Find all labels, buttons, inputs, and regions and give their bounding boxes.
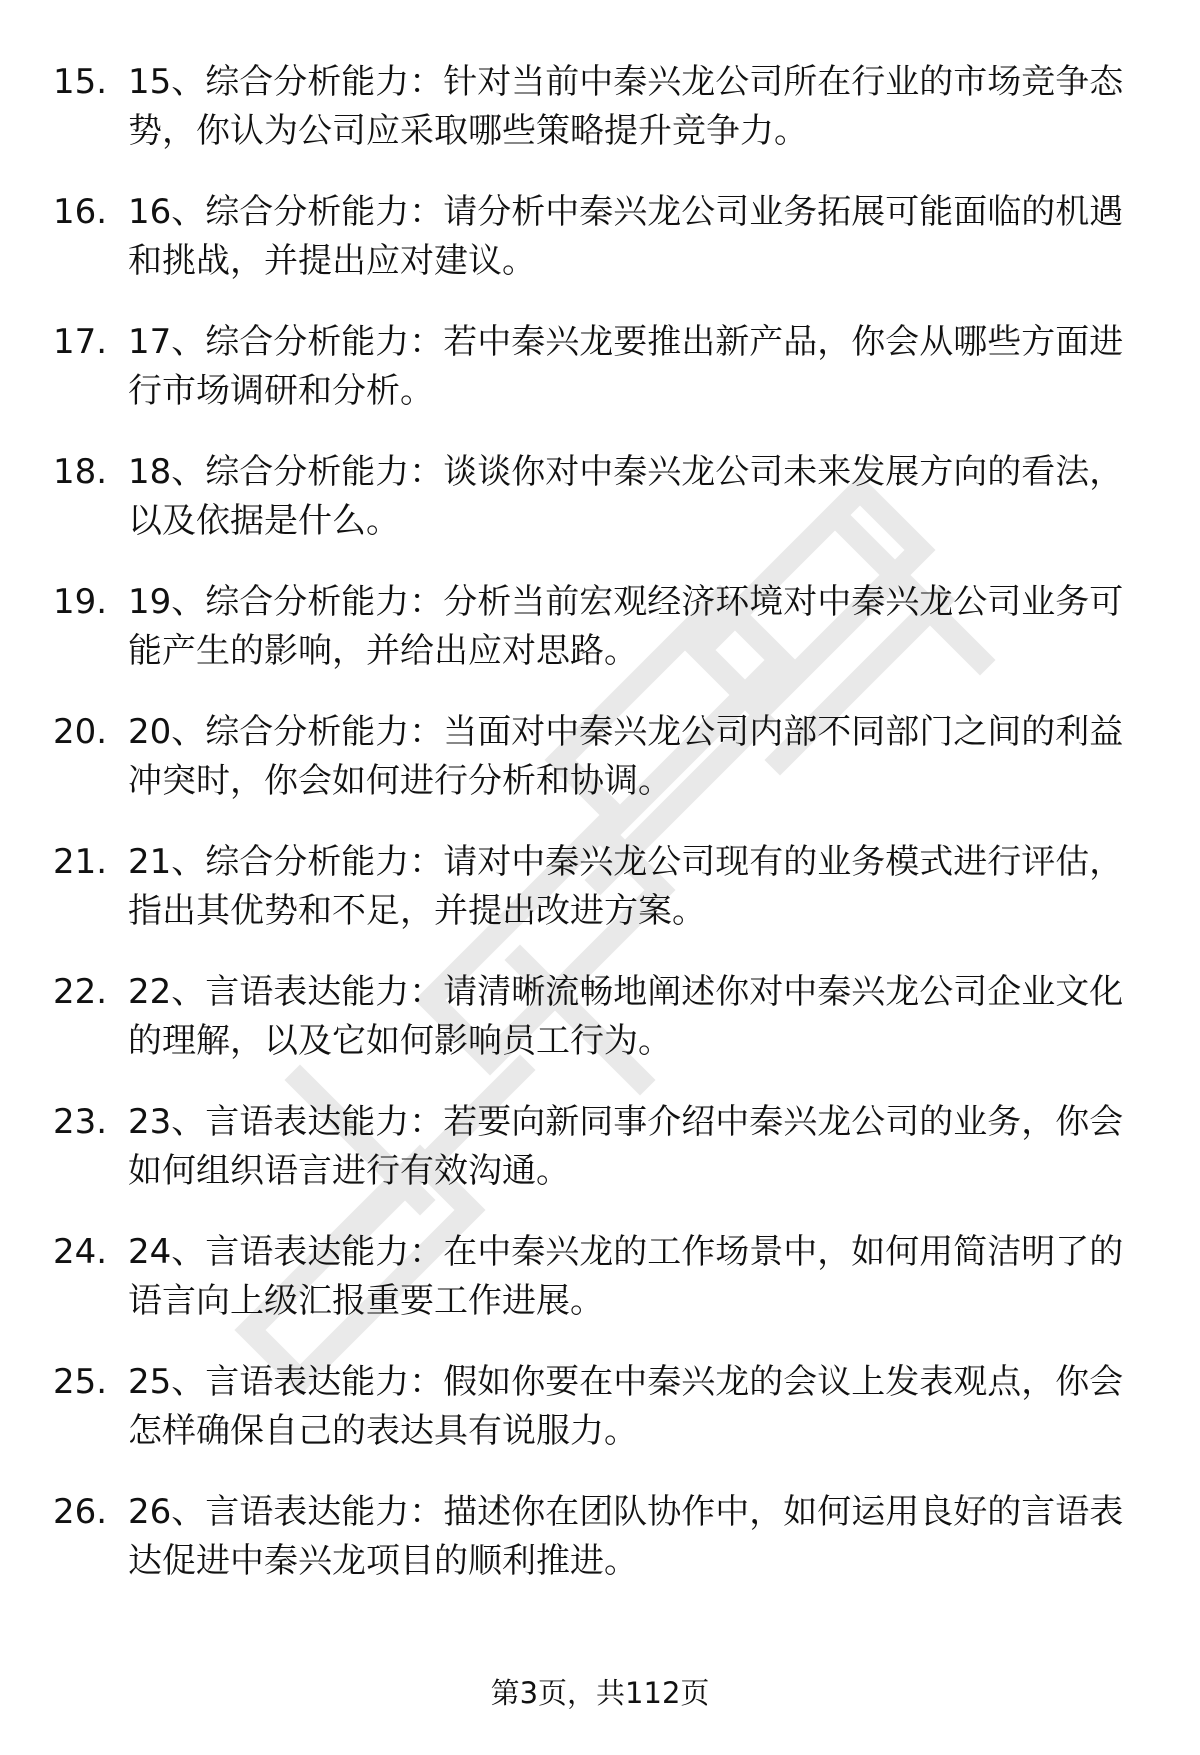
question-text: 22、言语表达能力：请清晰流畅地阐述你对中秦兴龙公司企业文化的理解，以及它如何影响员工行为。 <box>128 972 1124 1061</box>
question-text: 24、言语表达能力：在中秦兴龙的工作场景中，如何用简洁明了的语言向上级汇报重要工作进展。 <box>128 1232 1124 1321</box>
question-number: 22. <box>53 972 108 1012</box>
question-text: 23、言语表达能力：若要向新同事介绍中秦兴龙公司的业务，你会如何组织语言进行有效沟通。 <box>128 1102 1124 1191</box>
question-text: 19、综合分析能力：分析当前宏观经济环境对中秦兴龙公司业务可能产生的影响，并给出应对思路。 <box>128 582 1124 671</box>
question-text: 26、言语表达能力：描述你在团队协作中，如何运用良好的言语表达促进中秦兴龙项目的顺利推进。 <box>128 1492 1124 1581</box>
question-list <box>0 58 1200 1618</box>
question-item <box>0 1098 1200 1228</box>
question-item <box>0 578 1200 708</box>
question-item <box>0 968 1200 1098</box>
question-number: 16. <box>53 192 108 232</box>
question-text: 18、综合分析能力：谈谈你对中秦兴龙公司未来发展方向的看法，以及依据是什么。 <box>128 452 1124 541</box>
page-number-footer: 第3页，共112页 <box>490 1676 710 1710</box>
question-number: 19. <box>53 582 108 622</box>
question-item <box>0 448 1200 578</box>
question-item <box>0 708 1200 838</box>
question-text: 17、综合分析能力：若中秦兴龙要推出新产品，你会从哪些方面进行市场调研和分析。 <box>128 322 1124 411</box>
question-number: 18. <box>53 452 108 492</box>
question-number: 24. <box>53 1232 108 1272</box>
question-item <box>0 1358 1200 1488</box>
question-text: 25、言语表达能力：假如你要在中秦兴龙的会议上发表观点，你会怎样确保自己的表达具有说服力。 <box>128 1362 1124 1451</box>
question-text: 20、综合分析能力：当面对中秦兴龙公司内部不同部门之间的利益冲突时，你会如何进行分析和协调。 <box>128 712 1124 801</box>
question-item <box>0 58 1200 188</box>
question-text: 15、综合分析能力：针对当前中秦兴龙公司所在行业的市场竞争态势，你认为公司应采取哪些策略提升竞争力。 <box>128 62 1124 151</box>
question-number: 17. <box>53 322 108 362</box>
question-item <box>0 1488 1200 1618</box>
question-item <box>0 188 1200 318</box>
question-number: 23. <box>53 1102 108 1142</box>
question-text: 16、综合分析能力：请分析中秦兴龙公司业务拓展可能面临的机遇和挑战，并提出应对建议。 <box>128 192 1124 281</box>
question-item <box>0 838 1200 968</box>
question-number: 21. <box>53 842 108 882</box>
question-item <box>0 318 1200 448</box>
question-text: 21、综合分析能力：请对中秦兴龙公司现有的业务模式进行评估，指出其优势和不足，并提出改进方案。 <box>128 842 1124 931</box>
question-item <box>0 1228 1200 1358</box>
question-number: 26. <box>53 1492 108 1532</box>
question-number: 25. <box>53 1362 108 1402</box>
question-number: 20. <box>53 712 108 752</box>
question-number: 15. <box>53 62 108 102</box>
